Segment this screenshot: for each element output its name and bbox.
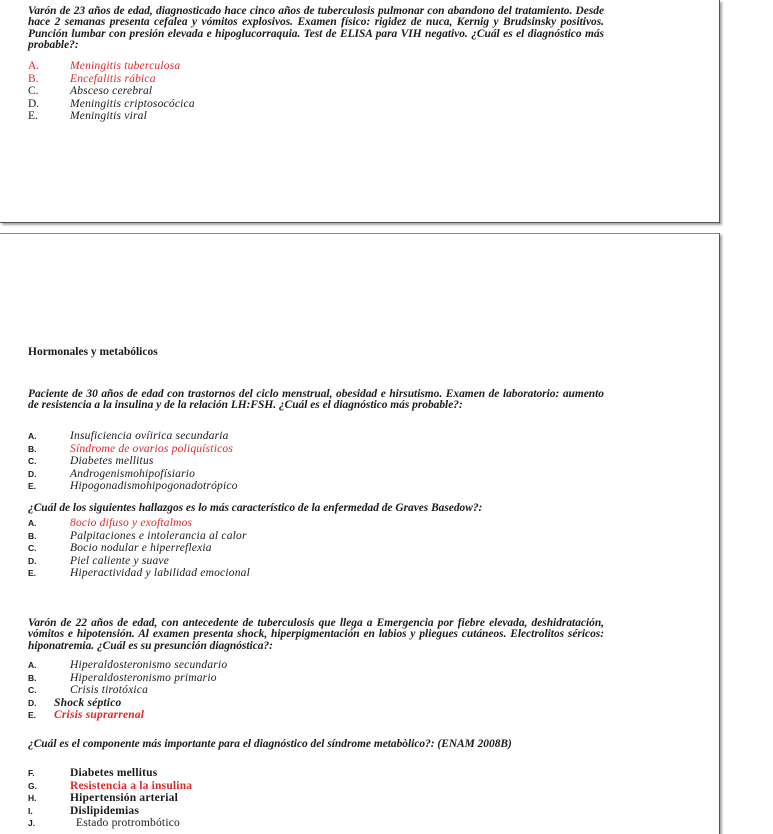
document-page-1: [0, 0, 720, 223]
answer-options: [28, 59, 195, 122]
option-d: D. Androgenismohipofísiario: [28, 467, 196, 480]
answer-options: [28, 658, 227, 721]
option-e: E. Meningitis viral: [28, 110, 147, 123]
option-b: B. Encefalitis rábica: [28, 72, 156, 85]
option-b: B. Síndrome de ovarios poliquísticos: [28, 442, 234, 455]
document-page-2: [0, 233, 720, 834]
option-g: G. Resistencia a la insulina: [28, 779, 193, 792]
answer-options: [28, 766, 192, 829]
option-e: E. Crisis suprarrenal: [28, 709, 145, 722]
option-j: J. Estado protrombótico: [28, 817, 180, 830]
option-f: F. Diabetes mellitus: [28, 767, 158, 779]
option-c: C. Diabetes mellitus: [28, 455, 154, 468]
option-c: C. Bocio nodular e hiperreflexia: [28, 542, 212, 555]
section-heading: Hormonales y metabólicos: [28, 346, 158, 358]
option-a: A. Hiperaldosteronismo secundario: [28, 659, 228, 671]
option-e: E. Hipogonadismohipogonadotrópico: [28, 480, 238, 493]
option-i: I. Dislipidemias: [28, 804, 140, 817]
answer-options: [28, 429, 238, 492]
option-a: A. 8ocio difuso y exoftalmos: [28, 517, 193, 529]
option-h: H. Hipertensión arterial: [28, 792, 178, 805]
option-b: B. Palpitaciones e intolerancia al calor: [28, 529, 247, 542]
option-d: D. Meningitis criptosocócica: [28, 97, 195, 110]
question-text: Varón de 22 años de edad, con antecedente de tuberculosis que llega a Emergencia por fiebre elevada, deshidratación, vómitos e hipotensión. Al examen presenta shock, hiperpigmentación en labios y pliegues cutáneos. Electrolitos séricos: hiponatremia. ¿Cuál es su presunción diagnóstica?:: [28, 617, 604, 652]
option-b: B. Hiperaldosteronismo primario: [28, 671, 217, 684]
option-d: D. Shock séptico: [28, 696, 122, 709]
option-e: E. Hiperactividad y labilidad emocional: [28, 567, 250, 580]
answer-options: [28, 516, 250, 579]
option-a: A. Meningitis tuberculosa: [28, 60, 181, 72]
option-a: A. Insuficiencia ovíirica secundaria: [28, 430, 229, 442]
option-c: C. Absceso cerebral: [28, 85, 153, 98]
option-d: D. Piel caliente y suave: [28, 554, 170, 567]
question-text: Varón de 23 años de edad, diagnosticado hace cinco años de tuberculosis pulmonar con abandono del tratamiento. Desde hace 2 semanas presenta cefalea y vómitos explosivos. Examen físico: rigidez de nuca, Kernig y Brudsinsky positivos. Punción lumbar con presión elevada e hipoglucorraquia. Test de ELISA para VIH negativo. ¿Cuál es el diagnóstico más probable?:: [28, 5, 604, 52]
question-text: Paciente de 30 años de edad con trastornos del ciclo menstrual, obesidad e hirsutismo. Examen de laboratorio: aumento de resistencia a la insulina y de la relación LH:FSH. ¿Cuál es el diagnóstico más probable?:: [28, 388, 604, 412]
question-text: ¿Cuál es el componente más importante para el diagnóstico del síndrome metabòlico?: (ENAM 2008B): [28, 738, 512, 750]
option-c: C. Crisis tirotóxica: [28, 684, 149, 697]
question-text: ¿Cuál de los siguientes hallazgos es lo más característico de la enfermedad de Graves Basedow?:: [28, 502, 483, 514]
